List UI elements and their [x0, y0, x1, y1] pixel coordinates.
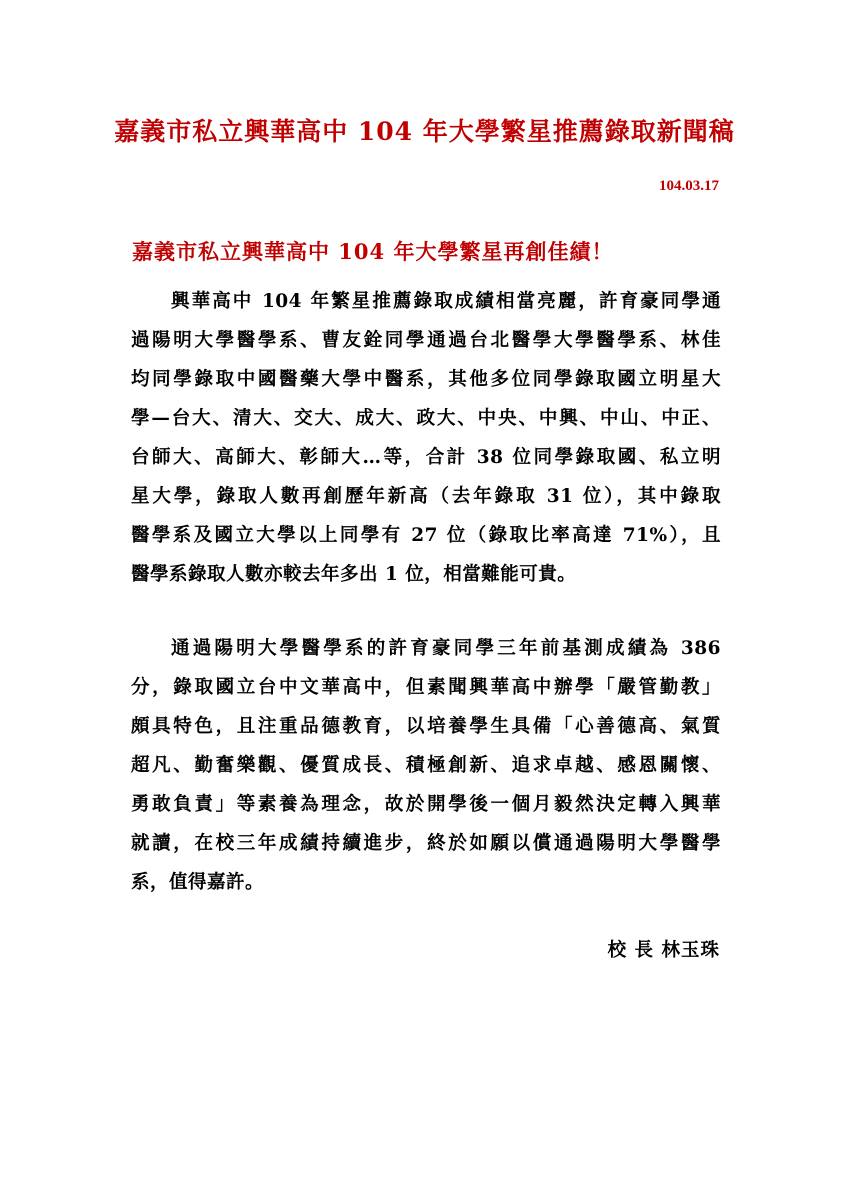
- principal-signature: 校 長 林玉珠: [607, 940, 720, 961]
- paragraph-line: 分，錄取國立台中文華高中，但素聞興華高中辦學「嚴管勤教」: [131, 677, 721, 698]
- paragraph-line: 興華高中 104 年繁星推薦錄取成績相當亮麗，許育豪同學通: [171, 291, 721, 312]
- paragraph-student-story: [131, 629, 721, 902]
- paragraph-line: 台師大、高師大、彰師大…等，合計 38 位同學錄取國、私立明: [131, 447, 721, 468]
- release-date: 104.03.17: [659, 178, 719, 194]
- paragraph-line: 頗具特色，且注重品德教育，以培養學生具備「心善德高、氣質: [131, 716, 721, 737]
- paragraph-line: 就讀，在校三年成績持續進步，終於如願以償通過陽明大學醫學: [131, 833, 721, 854]
- paragraph-line: 學—台大、清大、交大、成大、政大、中央、中興、中山、中正、: [131, 408, 721, 429]
- paragraph-line: 醫學系及國立大學以上同學有 27 位（錄取比率高達 71%），且: [131, 525, 721, 546]
- paragraph-line: 勇敢負責」等素養為理念，故於開學後一個月毅然決定轉入興華: [131, 794, 721, 815]
- paragraph-line: 系，值得嘉許。: [131, 872, 265, 893]
- paragraph-line: 超凡、勤奮樂觀、優質成長、積極創新、追求卓越、感恩關懷、: [131, 755, 721, 776]
- paragraph-line: 通過陽明大學醫學系的許育豪同學三年前基測成績為 386: [171, 638, 721, 659]
- document-subtitle: 嘉義市私立興華高中 104 年大學繁星再創佳績！: [132, 239, 614, 264]
- paragraph-line: 醫學系錄取人數亦較去年多出 1 位，相當難能可貴。: [131, 564, 577, 585]
- paragraph-line: 星大學，錄取人數再創歷年新高（去年錄取 31 位），其中錄取: [131, 486, 721, 507]
- paragraph-line: 均同學錄取中國醫藥大學中醫系，其他多位同學錄取國立明星大: [131, 369, 721, 390]
- paragraph-admission-results: [131, 282, 721, 594]
- document-title: 嘉義市私立興華高中 104 年大學繁星推薦錄取新聞稿: [114, 117, 735, 146]
- paragraph-line: 過陽明大學醫學系、曹友銓同學通過台北醫學大學醫學系、林佳: [131, 330, 721, 351]
